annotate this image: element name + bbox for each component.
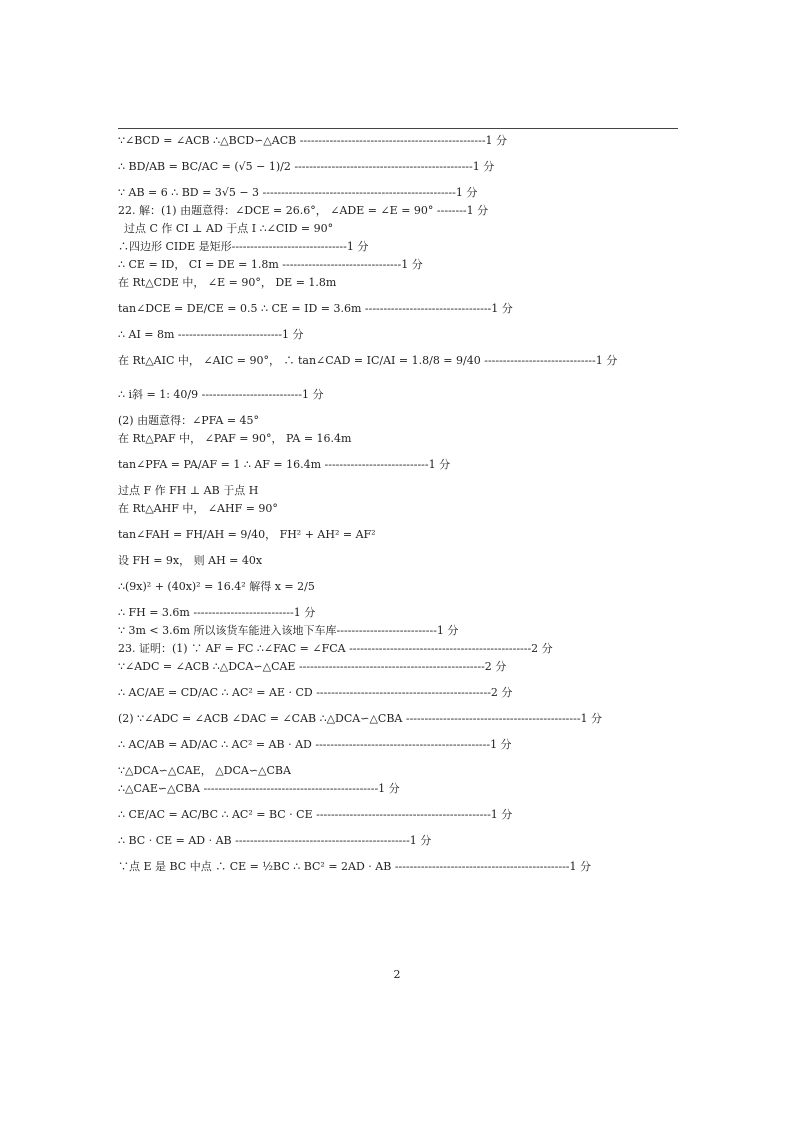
solution-line: ∵ AB = 6 ∴ BD = 3√5 − 3 ----------------------------------------------------1 分 (118, 186, 478, 199)
solution-line: ∴ BD/AB = BC/AC = (√5 − 1)/2 ------------------------------------------------1 分 (118, 160, 495, 173)
solution-line: ∴△CAE∽△CBA -----------------------------------------------1 分 (118, 782, 400, 795)
solution-line: ∴ FH = 3.6m ---------------------------1 分 (118, 606, 316, 619)
solution-line: 在 Rt△AHF 中， ∠AHF = 90° (118, 502, 278, 515)
solution-line: ∴ AC/AE = CD/AC ∴ AC² = AE · CD -----------------------------------------------2 分 (118, 686, 513, 699)
solution-line: 设 FH = 9x， 则 AH = 40x (118, 554, 263, 567)
solution-line: tan∠FAH = FH/AH = 9/40， FH² + AH² = AF² (118, 528, 376, 541)
solution-line: ∴(9x)² + (40x)² = 16.4² 解得 x = 2/5 (118, 580, 315, 593)
solution-text (118, 132, 678, 884)
solution-line: tan∠PFA = PA/AF = 1 ∴ AF = 16.4m ----------------------------1 分 (118, 458, 451, 471)
solution-line: (2) 由题意得：∠PFA = 45° (118, 414, 260, 427)
solution-line: 23. 证明：(1) ∵ AF = FC ∴∠FAC = ∠FCA -------------------------------------------------2 分 (118, 642, 553, 655)
solution-line: ∵点 E 是 BC 中点 ∴ CE = ½BC ∴ BC² = 2AD · AB -----------------------------------------------1 分 (118, 860, 592, 873)
solution-line: ∵∠BCD = ∠ACB ∴△BCD∽△ACB --------------------------------------------------1 分 (118, 134, 508, 147)
solution-line: (2) ∵∠ADC = ∠ACB ∠DAC = ∠CAB ∴△DCA∽△CBA -----------------------------------------------1 分 (118, 712, 603, 725)
solution-line: ∴ BC · CE = AD · AB -----------------------------------------------1 分 (118, 834, 432, 847)
solution-line: ∴ CE = ID， CI = DE = 1.8m --------------------------------1 分 (118, 258, 423, 271)
page-number: 2 (393, 968, 401, 981)
solution-line: ∵∠ADC = ∠ACB ∴△DCA∽△CAE --------------------------------------------------2 分 (118, 660, 507, 673)
solution-line: 过点 C 作 CI ⊥ AD 于点 I ∴∠CID = 90° (124, 222, 334, 235)
solution-line: ∴ AC/AB = AD/AC ∴ AC² = AB · AD -----------------------------------------------1 分 (118, 738, 512, 751)
solution-line: 22. 解：(1) 由题意得：∠DCE = 26.6°， ∠ADE = ∠E = 90° --------1 分 (118, 204, 489, 217)
solution-line: ∵ 3m < 3.6m 所以该货车能进入该地下车库---------------------------1 分 (118, 624, 459, 637)
solution-line: ∴ CE/AC = AC/BC ∴ AC² = BC · CE -----------------------------------------------1 分 (118, 808, 513, 821)
solution-line: 在 Rt△AIC 中， ∠AIC = 90°， ∴ tan∠CAD = IC/AI = 1.8/8 = 9/40 ------------------------------1 分 (118, 354, 618, 367)
solution-line: 在 Rt△CDE 中， ∠E = 90°， DE = 1.8m (118, 276, 337, 289)
solution-line: ∴ AI = 8m ----------------------------1 分 (118, 328, 304, 341)
solution-line: 在 Rt△PAF 中， ∠PAF = 90°， PA = 16.4m (118, 432, 352, 445)
solution-line: ∵△DCA∽△CAE， △DCA∽△CBA (118, 764, 291, 777)
header-rule (118, 128, 678, 129)
solution-line: ∴ i斜 = 1: 40/9 ---------------------------1 分 (118, 388, 324, 401)
solution-line: 过点 F 作 FH ⊥ AB 于点 H (118, 484, 259, 497)
solution-line: ∴四边形 CIDE 是矩形-------------------------------1 分 (118, 240, 369, 253)
solution-line: tan∠DCE = DE/CE = 0.5 ∴ CE = ID = 3.6m ----------------------------------1 分 (118, 302, 513, 315)
